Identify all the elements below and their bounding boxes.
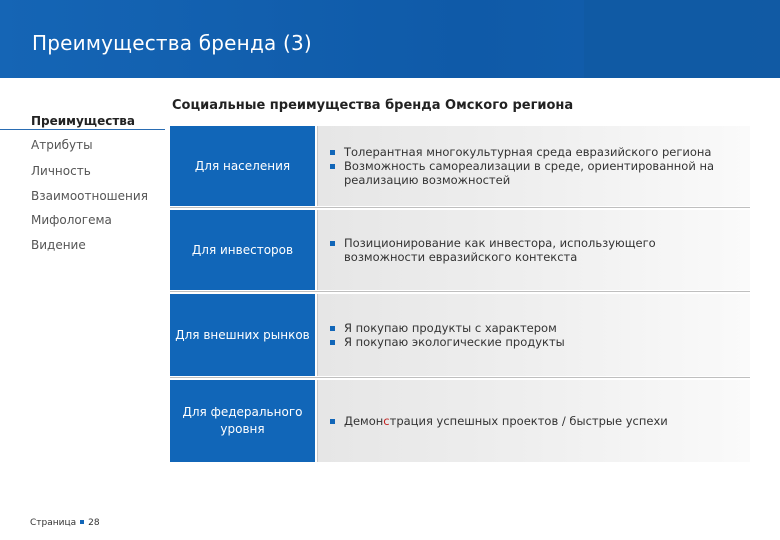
sidebar-item-relationships: Взаимоотношения: [31, 189, 148, 203]
row-divider: [170, 207, 750, 208]
page-title: Преимущества бренда (3): [32, 31, 312, 55]
bullet-item: Позиционирование как инвестора, использующего возможности евразийского контекста: [328, 236, 740, 264]
row-label: Для населения: [170, 126, 315, 206]
section-title: Социальные преимущества бренда Омского региона: [172, 98, 574, 113]
row-divider: [170, 291, 750, 292]
bullet-text-part: Демон: [344, 414, 384, 428]
page-label: Страница: [30, 518, 77, 528]
footer-square-icon: [80, 520, 84, 524]
row-body: [317, 126, 750, 206]
page-footer: [30, 518, 100, 528]
bullet-item: Я покупаю экологические продукты: [328, 335, 740, 349]
benefit-row-external-markets: [170, 294, 750, 376]
row-label: Для внешних рынков: [170, 294, 315, 376]
bullet-item: Я покупаю продукты с характером: [328, 321, 740, 335]
header-accent-panel: [584, 0, 780, 78]
benefit-row-federal: [170, 380, 750, 462]
row-body: [317, 210, 750, 290]
row-label: Для инвесторов: [170, 210, 315, 290]
sidebar-divider: [0, 129, 165, 130]
bullet-item: Толерантная многокультурная среда евразийского региона: [328, 145, 740, 159]
row-label: Для федерального уровня: [170, 380, 315, 462]
page-number: 28: [88, 518, 100, 528]
row-divider: [170, 377, 750, 378]
sidebar-item-personality: Личность: [31, 164, 91, 178]
bullet-item: Возможность самореализации в среде, ориентированной на реализацию возможностей: [328, 159, 740, 187]
sidebar-item-attributes: Атрибуты: [31, 138, 93, 152]
bullet-item: [328, 414, 740, 428]
row-body: [317, 380, 750, 462]
sidebar-item-vision: Видение: [31, 238, 86, 252]
sidebar-item-mythologem: Мифологема: [31, 213, 112, 227]
row-body: [317, 294, 750, 376]
header-bar: [0, 0, 780, 78]
sidebar-heading: Преимущества: [31, 114, 135, 128]
benefits-table: [170, 126, 750, 462]
benefit-row-investors: [170, 210, 750, 290]
bullet-text-part: трация успешных проектов / быстрые успехи: [389, 414, 668, 428]
benefit-row-population: [170, 126, 750, 206]
highlighted-letter: с: [383, 414, 390, 428]
